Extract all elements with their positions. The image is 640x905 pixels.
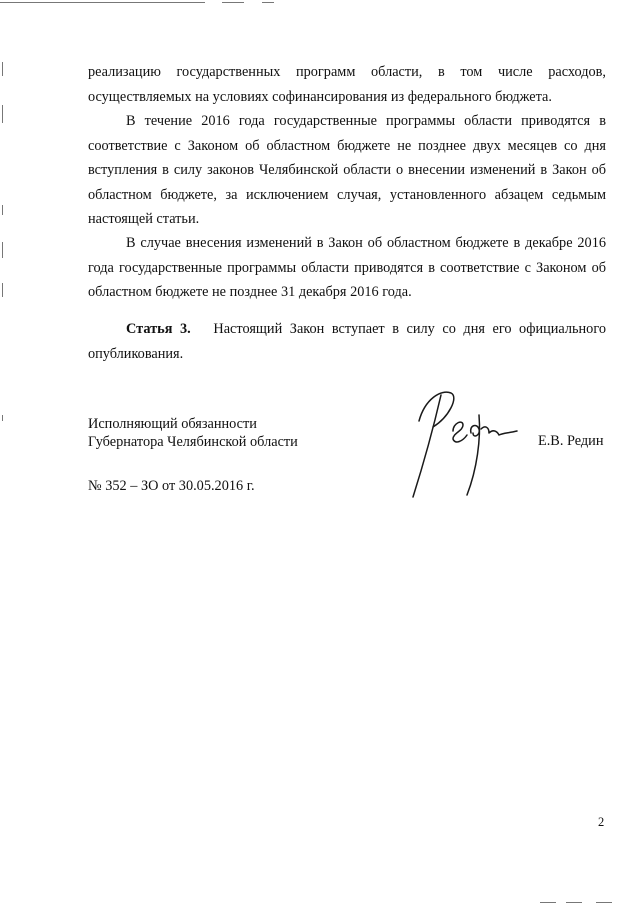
- scan-edge-left: [2, 283, 3, 297]
- scan-edge-top-dash: [222, 2, 244, 3]
- scan-edge-left: [2, 242, 3, 258]
- scan-edge-left: [2, 415, 3, 421]
- article-text: Настоящий Закон вступает в силу со дня его официального опубликования.: [88, 321, 606, 362]
- article-label: Статья 3.: [126, 321, 191, 337]
- registration-number: № 352 – ЗО от 30.05.2016 г.: [88, 478, 255, 494]
- paragraph-1: реализацию государственных программ области, в том числе расходов, осуществляемых на условиях софинансирования из федерального бюджета.: [88, 64, 606, 105]
- signatory-title-line-1: Исполняющий обязанности: [88, 416, 257, 432]
- scan-edge-bottom: [566, 902, 582, 903]
- scan-edge-bottom: [540, 902, 556, 903]
- scan-edge-bottom: [596, 902, 612, 903]
- signatory-name: Е.В. Редин: [538, 433, 604, 449]
- scan-edge-left: [2, 205, 3, 215]
- scan-edge-top-dash: [262, 2, 274, 3]
- article-3: [88, 317, 606, 366]
- scan-edge-left: [2, 105, 3, 123]
- paragraph-2: В течение 2016 года государственные программы области приводятся в соответствие с Законом об областном бюджете не позднее двух месяцев со дня вступления в силу законов Челябинской области о внесении изменений в Закон об областном бюджете, за исключением случая, установленного абзацем седьмым настоящей статьи.: [88, 113, 606, 227]
- signatory-title-line-2: Губернатора Челябинской области: [88, 434, 298, 450]
- handwritten-signature: [405, 385, 523, 503]
- scan-edge-top: [0, 2, 205, 3]
- paragraph-3: В случае внесения изменений в Закон об областном бюджете в декабре 2016 года государственные программы области приводятся в соответствие с Законом об областном бюджете не позднее 31 декабря 2016 года.: [88, 235, 606, 300]
- page-number: 2: [598, 815, 605, 829]
- scan-edge-left: [2, 62, 3, 76]
